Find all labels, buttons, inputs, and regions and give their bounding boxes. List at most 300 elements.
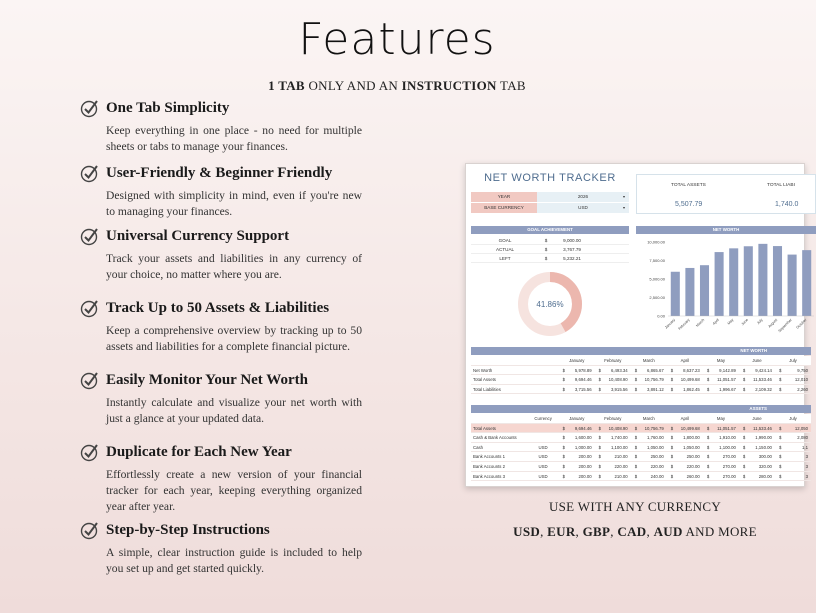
currency-symbol: $ [562,463,565,469]
sheet-title: NET WORTH TRACKER [484,172,616,184]
feature-title: Track Up to 50 Assets & Liabilities [106,299,330,316]
value-cell [703,385,739,394]
value-cell [559,385,595,394]
cell-value: 220.00 [614,463,628,469]
left-currency: $ [544,256,548,261]
month-header: May [716,358,725,363]
value-cell [775,375,811,384]
currency-symbol: $ [706,367,710,373]
total-liabilities-value: 1,740.0 [775,201,799,208]
x-tick-label: June [740,317,750,327]
goal-currency: $ [544,238,548,243]
y-tick-label: 5,000.00 [649,276,665,282]
cell-value: 1,760.00 [647,435,664,441]
cell-value: 9,424.14 [755,367,772,373]
currency-symbol: $ [778,377,782,383]
table-header-row [471,356,811,366]
x-tick-label: March [695,317,706,328]
value-cell [739,424,775,433]
currency-sep: , [540,524,548,539]
goal-table [471,236,629,263]
currency-select[interactable] [537,203,629,213]
currency-cad: CAD [617,524,647,539]
chart-bar [715,252,724,316]
currency-symbol: $ [706,425,710,431]
cell-value: 270.00 [722,473,736,479]
currency-symbol: $ [634,444,638,450]
currency-sep: , [646,524,654,539]
value-cell [775,462,811,471]
row-label: Bank Accounts 3 [473,473,506,479]
currency-symbol: $ [670,473,674,479]
currency-symbol: $ [598,367,602,373]
currency-symbol: $ [634,463,638,469]
x-tick-label: August [767,317,779,329]
currency-eur: EUR [547,524,576,539]
cell-value: 2,109.32 [755,386,772,392]
currency-label: BASE CURRENCY [471,203,537,213]
year-select[interactable] [537,192,629,202]
cell-value: 270.00 [722,454,736,460]
year-label: YEAR [471,192,537,202]
chart-bar [700,265,709,316]
feature-item [80,297,362,355]
currency-symbol: $ [598,386,602,392]
month-header: February [604,416,622,421]
cell-value: 3,715.56 [574,386,592,392]
month-header: April [680,358,690,363]
check-icon [80,520,100,540]
currency-symbol: $ [742,386,746,392]
currency-cell: USD [538,473,548,479]
value-cell [775,443,811,452]
value-cell [703,462,739,471]
cell-value: 11,533.46 [753,425,772,431]
value-cell [703,443,739,452]
currency-symbol: $ [562,454,565,460]
cell-value: 250.00 [650,454,664,460]
cell-value: 9,750 [797,367,808,373]
feature-item [80,162,362,220]
donut-percent: 41.86% [536,300,564,309]
currency-symbol: $ [598,463,602,469]
currency-cell: USD [538,454,548,460]
value-cell [631,375,667,384]
net-worth-chart-header: NET WORTH [636,226,816,234]
goal-value: 9,000.00 [563,238,581,243]
cell-value: 220.00 [650,463,664,469]
currency-header: Currency [534,416,552,421]
cell-value: 11,051.57 [717,425,736,431]
value-cell [739,375,775,384]
value-cell [739,433,775,442]
x-tick-label: July [756,317,764,326]
x-tick-label: October [795,317,808,330]
cell-value: 1,740.00 [610,435,628,441]
value-cell [559,375,595,384]
subtitle-text-1: ONLY AND AN [304,78,402,93]
currency-cell [527,366,558,375]
value-cell [595,385,631,394]
month-header: March [642,358,655,363]
page-title: Features [298,14,496,65]
currency-symbol: $ [742,367,746,373]
cell-value: 260.00 [686,473,700,479]
value-cell [631,443,667,452]
table-row [471,472,811,482]
cell-value: 1,150.00 [755,444,772,450]
actual-label: ACTUAL [495,247,515,252]
value-cell [667,375,703,384]
row-label: Bank Accounts 2 [473,463,506,469]
currency-symbol: $ [562,444,565,450]
subtitle-bold-1: 1 TAB [268,78,305,93]
currency-symbol: $ [706,463,710,469]
feature-item [80,519,362,577]
net-worth-table [471,356,811,394]
currency-symbol: $ [778,367,782,373]
table-row [471,385,811,395]
chart-bar [744,246,753,316]
feature-description: A simple, clear instruction guide is included to help you set up and get started quickly. [106,546,362,575]
currency-symbol: $ [634,454,638,460]
currency-symbol: $ [706,454,710,460]
cell-value: 320.00 [758,463,772,469]
x-tick-label: April [711,317,720,326]
value-cell [631,385,667,394]
currency-symbol: $ [634,377,638,383]
goal-donut-chart [516,270,584,338]
currency-symbol: $ [562,377,565,383]
currency-symbol: $ [706,435,710,441]
net-worth-bar-chart [636,234,816,344]
cell-value: 1,1 [802,444,808,450]
feature-item [80,97,362,155]
check-icon [80,226,100,246]
feature-description: Track your assets and liabilities in any currency of your choice, no matter where you are. [106,252,362,281]
value-cell [703,424,739,433]
value-cell [667,472,703,481]
feature-item [80,225,362,283]
y-tick-label: 10,000.00 [647,239,665,245]
currency-aud: AUD [653,524,683,539]
cell-value: 10,499.68 [680,377,700,383]
currency-symbol: $ [706,386,710,392]
value-cell [703,452,739,461]
cell-value: 10,408.90 [608,425,628,431]
table-row [471,375,811,385]
chevron-down-icon: ▾ [622,205,625,210]
value-cell [631,452,667,461]
currency-sep: , [610,524,618,539]
x-tick-label: May [726,317,735,326]
cell-value: 280.00 [758,473,772,479]
currency-cell [527,424,558,433]
chart-bar [758,244,767,316]
currency-cell [527,385,558,394]
cell-value: 10,408.90 [608,377,628,383]
currency-symbol: $ [778,425,782,431]
month-header: March [642,416,655,421]
currency-symbol: $ [634,425,638,431]
feature-title: One Tab Simplicity [106,99,230,116]
left-label: LEFT [499,256,511,261]
currency-symbol: $ [598,377,602,383]
feature-item [80,369,362,427]
cell-value: 3 [805,473,808,479]
value-cell [775,366,811,375]
feature-title: Universal Currency Support [106,227,290,244]
chart-bar [671,272,680,316]
feature-title: Duplicate for Each New Year [106,443,292,460]
row-label: Cash [473,444,484,450]
currency-symbol: $ [742,444,746,450]
currency-symbol: $ [778,454,782,460]
currency-more: AND MORE [682,524,757,539]
check-icon [80,370,100,390]
cell-value: 250.00 [686,454,700,460]
currency-cell: USD [538,444,548,450]
cell-value: 1,800.00 [683,435,700,441]
cell-value: 10,499.68 [680,425,700,431]
value-cell [739,385,775,394]
check-icon [80,442,100,462]
month-header: May [716,416,725,421]
cell-value: 11,051.57 [717,377,736,383]
value-cell [631,433,667,442]
x-tick-label: January [664,317,677,330]
currency-symbol: $ [778,473,782,479]
currency-symbol: $ [562,386,565,392]
value-cell [667,433,703,442]
feature-title: Easily Monitor Your Net Worth [106,371,308,388]
month-header: February [604,358,622,363]
month-header: June [752,358,762,363]
row-label: Cash & Bank Accounts [473,435,517,441]
value-cell [775,433,811,442]
currency-symbol: $ [670,377,674,383]
value-cell [739,452,775,461]
left-value: 5,232.21 [563,256,581,261]
settings-table [471,192,629,214]
assets-table [471,414,811,481]
check-icon [80,163,100,183]
currency-symbol: $ [742,473,746,479]
currency-symbol: $ [778,386,782,392]
feature-description: Effortlessly create a new version of your financial tracker for each year, keeping everything organized year after year. [106,468,362,513]
value-cell [559,366,595,375]
actual-currency: $ [544,247,548,252]
net-worth-section-header: NET WORTH [471,347,811,355]
cell-value: 2,080 [797,435,808,441]
value-cell [595,366,631,375]
month-header: July [789,358,797,363]
currency-list [465,524,805,540]
value-cell [667,443,703,452]
currency-symbol: $ [562,367,565,373]
page-subtitle [0,78,794,94]
feature-description: Instantly calculate and visualize your net worth with just a glance at your updated data. [106,396,362,425]
row-label: Total Assets [473,377,496,383]
currency-usd: USD [513,524,541,539]
cell-value: 1,996.67 [719,386,736,392]
table-row [471,452,811,462]
value-cell [595,443,631,452]
spreadsheet-preview [465,163,808,487]
cell-value: 210.00 [614,473,628,479]
cell-value: 300.00 [758,454,772,460]
cell-value: 1,910.00 [719,435,736,441]
feature-item [80,441,362,515]
currency-symbol: $ [742,377,746,383]
value-cell [703,375,739,384]
chart-bar [773,246,782,316]
currency-symbol: $ [670,386,674,392]
value-cell [631,462,667,471]
cell-value: 12,010 [794,377,808,383]
x-tick-label: February [677,317,691,331]
actual-value: 3,767.79 [563,247,581,252]
cell-value: 210.00 [614,454,628,460]
cell-value: 1,100.00 [610,444,628,450]
cell-value: 2,260 [797,386,808,392]
currency-symbol: $ [598,454,602,460]
cell-value: 3 [805,454,808,460]
value-cell [703,433,739,442]
subtitle-text-2: TAB [496,78,526,93]
value-cell [667,452,703,461]
goal-header: GOAL ACHIEVEMENT [471,226,629,234]
feature-description: Keep a comprehensive overview by tracking up to 50 assets and liabilities for a complete financial picture. [106,324,362,353]
chevron-down-icon: ▾ [622,194,625,199]
cell-value: 1,100.00 [719,444,736,450]
value-cell [775,424,811,433]
value-cell [631,424,667,433]
value-cell [667,385,703,394]
table-row [471,433,811,443]
cell-value: 1,000.00 [574,444,592,450]
currency-symbol: $ [670,425,674,431]
total-liabilities-label: TOTAL LIABI [767,183,795,188]
assets-section-header: ASSETS [471,405,811,413]
currency-symbol: $ [598,425,602,431]
currency-symbol: $ [634,435,638,441]
cell-value: 9,694.46 [574,377,592,383]
header-blank [471,356,528,365]
currency-symbol: $ [670,435,674,441]
feature-title: Step-by-Step Instructions [106,521,270,538]
value-cell [739,462,775,471]
currency-symbol: $ [670,367,674,373]
value-cell [595,462,631,471]
value-cell [775,452,811,461]
currency-symbol: $ [778,463,782,469]
value-cell [595,452,631,461]
currency-symbol: $ [706,473,710,479]
currency-symbol: $ [670,444,674,450]
y-tick-label: 7,500.00 [649,258,665,263]
chart-bar [788,255,797,316]
value-cell [775,385,811,394]
cell-value: 3,915.56 [610,386,628,392]
cell-value: 10,756.79 [644,425,664,431]
header-blank [528,356,559,365]
value-cell [595,424,631,433]
currency-symbol: $ [598,444,602,450]
month-header: April [680,416,690,421]
feature-description: Keep everything in one place - no need for multiple sheets or tabs to manage your finances. [106,124,362,153]
value-cell [559,472,595,481]
cell-value: 6,865.67 [647,367,664,373]
value-cell [631,472,667,481]
currency-symbol: $ [562,435,565,441]
cell-value: 1,990.00 [755,435,772,441]
value-cell [667,424,703,433]
row-label: Net Worth [473,367,493,373]
check-icon [80,298,100,318]
cell-value: 1,600.00 [574,435,592,441]
currency-symbol: $ [634,473,638,479]
currency-symbol: $ [778,444,782,450]
cell-value: 1,862.45 [683,386,700,392]
cell-value: 200.00 [578,454,592,460]
currency-symbol: $ [742,454,746,460]
currency-symbol: $ [670,454,674,460]
table-row [471,366,811,376]
cell-value: 270.00 [722,463,736,469]
currency-value: USD [578,205,588,210]
chart-bar [685,268,694,316]
check-icon [80,98,100,118]
value-cell [559,462,595,471]
cell-value: 1,050.00 [683,444,700,450]
value-cell [559,433,595,442]
currency-symbol: $ [742,463,746,469]
currency-cell [527,433,558,442]
cell-value: 11,533.46 [753,377,772,383]
total-assets-value: 5,507.79 [675,201,703,208]
currency-symbol: $ [706,377,710,383]
value-cell [739,366,775,375]
value-cell [595,375,631,384]
y-tick-label: 2,500.00 [649,295,665,300]
currency-symbol: $ [634,386,638,392]
table-row [471,462,811,472]
chart-bar [729,248,738,316]
header-blank [471,414,528,423]
currency-symbol: $ [562,425,565,431]
currency-cell [527,375,558,384]
cell-value: 12,050 [794,425,808,431]
cell-value: 200.00 [578,473,592,479]
subtitle-bold-2: INSTRUCTION [401,78,497,93]
cell-value: 1,050.00 [647,444,664,450]
chart-bar [802,250,811,316]
cell-value: 240.00 [650,473,664,479]
table-row [471,443,811,453]
value-cell [631,366,667,375]
currency-symbol: $ [562,473,565,479]
month-header: January [569,358,585,363]
value-cell [703,366,739,375]
currency-symbol: $ [598,435,602,441]
month-header: January [569,416,585,421]
cell-value: 9,694.46 [574,425,592,431]
value-cell [703,472,739,481]
cell-value: 5,978.89 [574,367,592,373]
currency-symbol: $ [634,367,638,373]
cell-value: 6,493.34 [610,367,628,373]
